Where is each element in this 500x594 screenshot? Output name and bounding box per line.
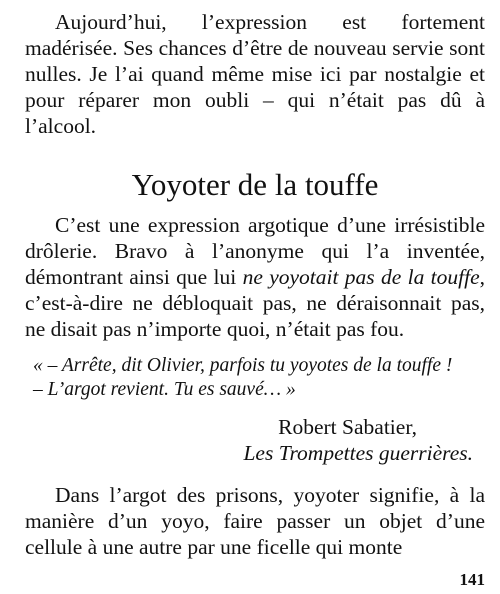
definition-text-end: , c’est-à-dire ne débloquait pas, ne déraisonnait pas, ne disait pas n’importe quoi, n’était pas fou. (25, 265, 485, 341)
definition-emphasis: ne yoyotait pas de la touffe (242, 265, 480, 289)
intro-paragraph: Aujourd’hui, l’expression est fortement madérisée. Ses chances d’être de nouveau servie sont nulles. Je l’ai quand même mise ici par nostalgie et pour réparer mon oubli – qui n’était pas dû à l’alcool. (25, 10, 485, 138)
quote-author: Robert Sabatier, (278, 415, 417, 439)
quote-attribution (25, 414, 485, 466)
prison-slang-paragraph: Dans l’argot des prisons, yoyoter signifie, à la manière d’un yoyo, faire passer un objet d’une cellule à une autre par une ficelle qui monte (25, 483, 485, 559)
page-number: 141 (459, 570, 485, 589)
quote-line-1: « – Arrête, dit Olivier, parfois tu yoyotes de la touffe ! (33, 355, 453, 376)
definition-text-start: C’est une expression argotique d’une irrésistible drôlerie. Bravo à l’anonyme qui l’a inventée, démontrant ainsi que lui (25, 213, 485, 289)
definition-paragraph (25, 212, 485, 342)
citation-quote (33, 354, 485, 402)
quote-work-title: Les Trompettes guerrières. (243, 441, 473, 465)
section-heading: Yoyoter de la touffe (131, 167, 379, 202)
book-page (25, 0, 485, 594)
quote-line-2: – L’argot revient. Tu es sauvé… » (33, 379, 296, 400)
